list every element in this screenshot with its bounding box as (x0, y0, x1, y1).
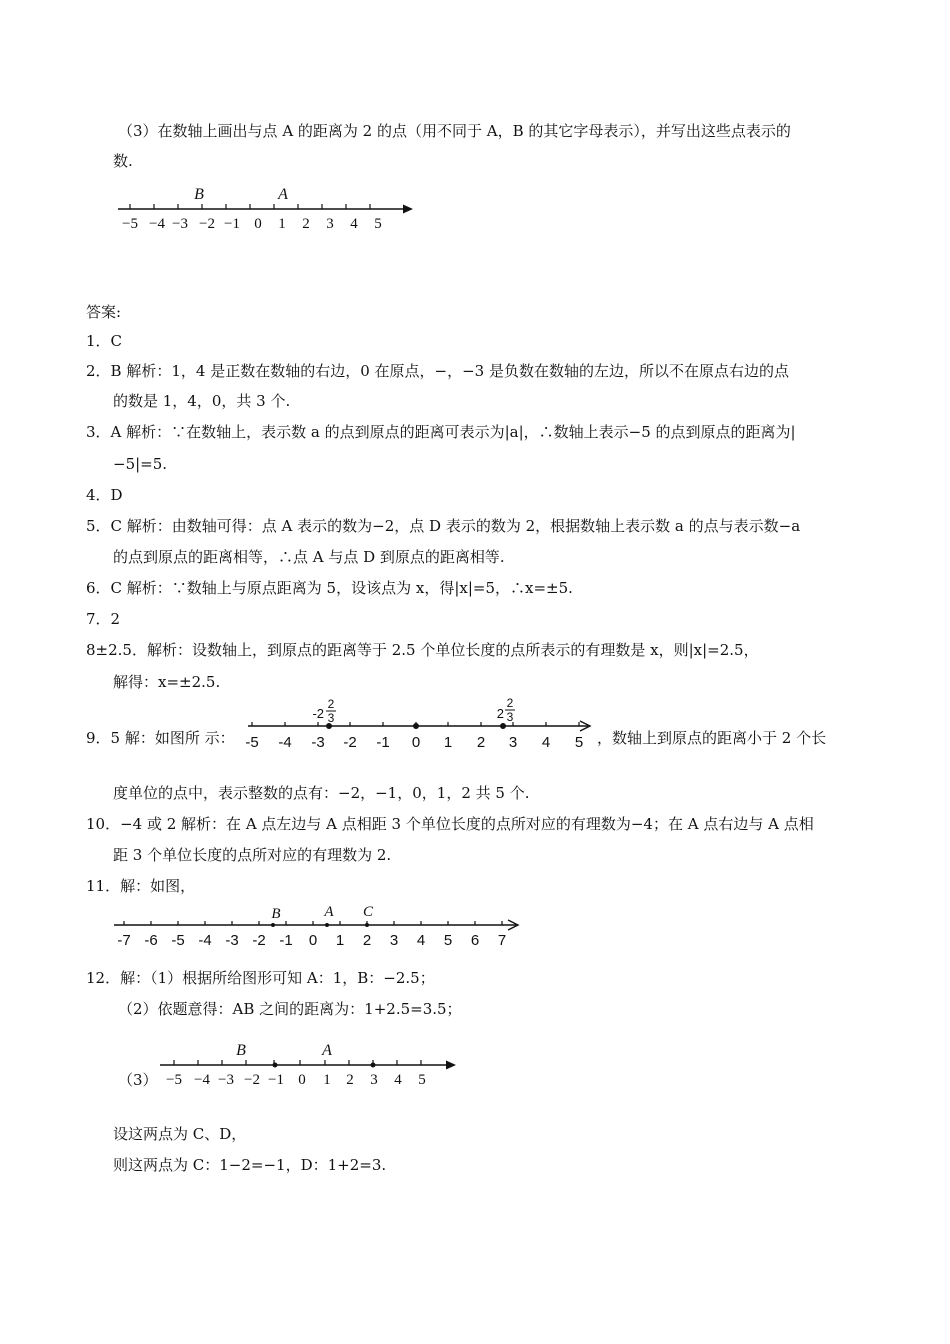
answer-11: 11．解：如图， (86, 877, 196, 895)
answer-5-line-1: 5．C 解析：由数轴可得：点 A 表示的数为−2，点 D 表示的数为 2，根据数轴上表示数 a 的点与表示数−a (86, 517, 801, 535)
point-label-b: B (271, 906, 281, 922)
tick-label: −3 (172, 216, 188, 232)
point-label-a: A (278, 186, 288, 203)
number-line-a12 (152, 1039, 462, 1089)
tick-label: 4 (394, 1072, 402, 1088)
fraction-label-positive (497, 696, 515, 724)
point-label-b: B (236, 1042, 246, 1059)
svg-text:3: 3 (506, 710, 514, 724)
tick-label: -5 (171, 932, 185, 949)
answer-12-line-2: （2）依题意得：AB 之间的距离为：1+2.5=3.5； (118, 1000, 462, 1018)
tick-label: -7 (117, 932, 131, 949)
answer-12-line-3: （3） (118, 1071, 158, 1089)
answer-2-line-2: 的数是 1，4，0，共 3 个. (113, 392, 291, 410)
tick-label: -2 (252, 932, 266, 949)
tick-label: −2 (199, 216, 215, 232)
tick-label: 0 (298, 1072, 306, 1088)
svg-text:-2: -2 (312, 706, 324, 721)
answer-12-line-4: 设这两点为 C、D， (113, 1125, 247, 1143)
tick-label: −1 (268, 1072, 284, 1088)
number-line-a9 (240, 692, 600, 752)
tick-label: 4 (541, 734, 551, 751)
tick-label: -1 (279, 932, 293, 949)
answer-6: 6．C 解析：∵数轴上与原点距离为 5，设该点为 x，得|x|=5，∴x=±5. (86, 579, 573, 597)
answer-8-line-2: 解得：x=±2.5. (113, 673, 221, 691)
fraction-label-negative (312, 697, 336, 725)
point-marker (500, 723, 506, 729)
point-label-c: C (362, 904, 374, 920)
number-line-q3 (110, 183, 420, 233)
answer-9-suffix: ，数轴上到原点的距离小于 2 个长 (597, 729, 827, 747)
tick-label: 1 (335, 932, 345, 949)
tick-label: −5 (166, 1072, 182, 1088)
number-line-a11 (110, 903, 530, 953)
tick-label: -5 (245, 734, 259, 751)
answer-10-line-1: 10．−4 或 2 解析：在 A 点左边与 A 点相距 3 个单位长度的点所对应的有理数为−4；在 A 点右边与 A 点相 (86, 815, 814, 833)
tick-label: −1 (224, 216, 240, 232)
tick-label: 2 (362, 932, 372, 949)
point-marker (413, 723, 419, 729)
point-label-a: A (322, 1042, 332, 1059)
answer-1: 1．C (86, 332, 123, 350)
svg-text:2: 2 (506, 696, 514, 710)
tick-label: 1 (323, 1072, 331, 1088)
answer-3-line-1: 3．A 解析：∵在数轴上，表示数 a 的点到原点的距离可表示为|a|，∴数轴上表示−5 的点到原点的距离为| (86, 423, 796, 441)
question-3-line-1: （3）在数轴上画出与点 A 的距离为 2 的点（用不同于 A，B 的其它字母表示），并写出这些点表示的 (118, 122, 791, 140)
tick-label: 1 (443, 734, 453, 751)
tick-label: −2 (244, 1072, 260, 1088)
answer-12-line-5: 则这两点为 C：1−2=−1，D：1+2=3. (113, 1156, 387, 1174)
point-marker-c (273, 1063, 278, 1068)
tick-label: −3 (218, 1072, 234, 1088)
tick-label: 3 (508, 734, 518, 751)
tick-label: 5 (418, 1072, 426, 1088)
tick-label: 5 (374, 216, 382, 232)
tick-label: −4 (149, 216, 165, 232)
point-marker (325, 923, 329, 927)
tick-label: 3 (326, 216, 334, 232)
tick-label: −5 (122, 216, 138, 232)
tick-label: 5 (574, 734, 584, 751)
answer-10-line-2: 距 3 个单位长度的点所对应的有理数为 2. (113, 846, 392, 864)
question-3-line-2: 数. (113, 152, 133, 170)
tick-label: 4 (350, 216, 358, 232)
tick-label: 4 (416, 932, 426, 949)
answers-heading: 答案: (86, 303, 122, 321)
point-marker (365, 923, 369, 927)
tick-label: 2 (346, 1072, 354, 1088)
tick-label: 3 (370, 1072, 378, 1088)
tick-label: −4 (194, 1072, 210, 1088)
tick-label: -6 (144, 932, 158, 949)
tick-label: 3 (389, 932, 399, 949)
answer-12-line-1: 12．解：（1）根据所给图形可知 A：1，B：−2.5； (86, 969, 435, 987)
tick-label: 0 (308, 932, 318, 949)
tick-label: 0 (254, 216, 262, 232)
tick-label: -4 (198, 932, 212, 949)
answer-5-line-2: 的点到原点的距离相等，∴点 A 与点 D 到原点的距离相等. (113, 548, 505, 566)
answer-8-line-1: 8±2.5．解析：设数轴上，到原点的距离等于 2.5 个单位长度的点所表示的有理数是 x，则|x|=2.5， (86, 641, 759, 659)
tick-label: -3 (225, 932, 239, 949)
svg-text:2: 2 (496, 706, 504, 721)
point-marker-d (371, 1063, 376, 1068)
svg-text:2: 2 (327, 697, 335, 711)
tick-label: -3 (311, 734, 325, 751)
tick-label: 7 (497, 932, 507, 949)
tick-label: 5 (443, 932, 453, 949)
tick-label: -4 (278, 734, 292, 751)
point-marker (271, 923, 275, 927)
answer-3-line-2: −5|=5. (113, 455, 168, 473)
svg-text:3: 3 (327, 711, 335, 725)
point-label-a: A (324, 904, 334, 920)
answer-9-prefix: 9．5 解：如图所 示： (86, 729, 235, 747)
point-label-b: B (194, 186, 204, 203)
tick-label: -1 (376, 734, 390, 751)
answer-7: 7．2 (86, 610, 121, 628)
answer-9-line-2: 度单位的点中，表示整数的点有：−2，−1，0，1，2 共 5 个. (113, 784, 530, 802)
answer-2-line-1: 2．B 解析：1，4 是正数在数轴的右边，0 在原点，−，−3 是负数在数轴的左边，所以不在原点右边的点 (86, 362, 789, 380)
tick-label: 2 (476, 734, 486, 751)
tick-label: 6 (470, 932, 480, 949)
tick-label: -2 (343, 734, 357, 751)
answer-4: 4．D (86, 486, 123, 504)
tick-label: 0 (411, 734, 421, 751)
tick-label: 2 (302, 216, 310, 232)
tick-label: 1 (278, 216, 286, 232)
